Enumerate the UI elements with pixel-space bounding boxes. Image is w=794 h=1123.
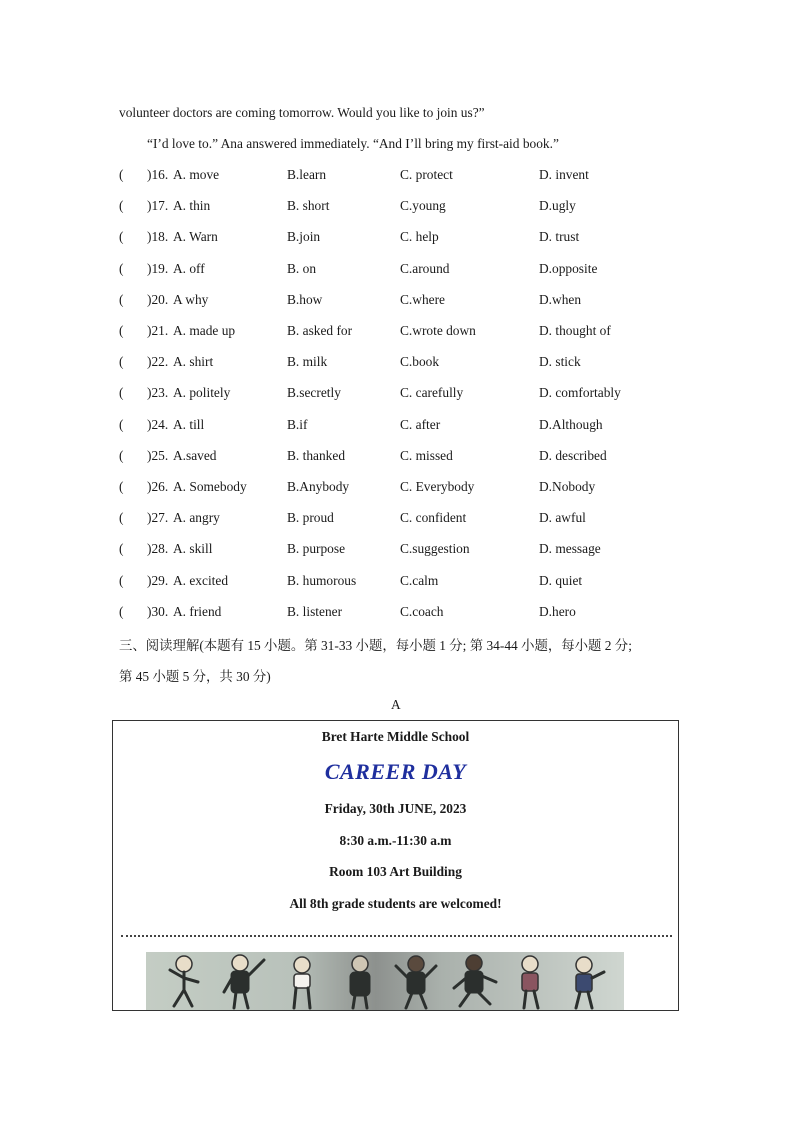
option-d: D. message xyxy=(539,541,601,556)
option-d: D. trust xyxy=(539,229,580,244)
option-d: D. thought of xyxy=(539,323,611,338)
question-number: )30. xyxy=(147,604,169,619)
answer-blank: ( xyxy=(119,323,124,338)
answer-blank: ( xyxy=(119,541,124,556)
person-figure xyxy=(454,955,496,1006)
answer-blank: ( xyxy=(119,417,124,432)
option-a: A. skill xyxy=(173,541,213,556)
question-row xyxy=(119,292,759,312)
option-a: A why xyxy=(173,292,209,307)
answer-blank: ( xyxy=(119,292,124,307)
question-number: )28. xyxy=(147,541,169,556)
option-b: B.join xyxy=(287,229,321,244)
passage-line-1: volunteer doctors are coming tomorrow. Would you like to join us?” xyxy=(119,105,485,120)
option-a: A. thin xyxy=(173,198,211,213)
option-d: D.ugly xyxy=(539,198,576,213)
option-b: B. short xyxy=(287,198,330,213)
option-c: C.calm xyxy=(400,573,439,588)
answer-blank: ( xyxy=(119,198,124,213)
answer-blank: ( xyxy=(119,573,124,588)
option-a: A. excited xyxy=(173,573,229,588)
option-b: B. thanked xyxy=(287,448,346,463)
option-c: C. Everybody xyxy=(400,479,475,494)
answer-blank: ( xyxy=(119,448,124,463)
option-a: A.saved xyxy=(173,448,217,463)
question-row xyxy=(119,229,759,249)
person-figure xyxy=(170,956,198,1006)
person-figure xyxy=(351,956,369,1008)
question-row xyxy=(119,510,759,530)
person-figure xyxy=(576,957,604,1008)
option-d: D.when xyxy=(539,292,582,307)
option-b: B. purpose xyxy=(287,541,346,556)
option-c: C. protect xyxy=(400,167,453,182)
option-d: D.Nobody xyxy=(539,479,596,494)
passage-line-2: “I’d love to.” Ana answered immediately. “And I’ll bring my first-aid book.” xyxy=(147,136,559,151)
question-row xyxy=(119,604,759,624)
option-b: B. proud xyxy=(287,510,334,525)
option-b: B.learn xyxy=(287,167,327,182)
question-number: )22. xyxy=(147,354,169,369)
poster-time: 8:30 a.m.-11:30 a.m xyxy=(339,833,452,848)
option-c: C. missed xyxy=(400,448,453,463)
question-row xyxy=(119,479,759,499)
option-a: A. till xyxy=(173,417,205,432)
question-row xyxy=(119,167,759,187)
people-illustration xyxy=(146,952,624,1010)
question-row xyxy=(119,385,759,405)
option-d: D. quiet xyxy=(539,573,583,588)
question-row xyxy=(119,323,759,343)
poster-title: CAREER DAY xyxy=(324,759,467,784)
option-d: D. awful xyxy=(539,510,586,525)
option-b: B. on xyxy=(287,261,317,276)
answer-blank: ( xyxy=(119,261,124,276)
option-c: C.coach xyxy=(400,604,444,619)
question-number: )17. xyxy=(147,198,169,213)
option-a: A. Warn xyxy=(173,229,218,244)
answer-blank: ( xyxy=(119,385,124,400)
option-d: D.hero xyxy=(539,604,576,619)
option-c: C. help xyxy=(400,229,439,244)
person-figure xyxy=(224,955,264,1008)
question-row xyxy=(119,354,759,374)
question-number: )18. xyxy=(147,229,169,244)
option-b: B.secretly xyxy=(287,385,341,400)
option-b: B.if xyxy=(287,417,308,432)
option-b: B. humorous xyxy=(287,573,357,588)
question-row xyxy=(119,417,759,437)
option-a: A. shirt xyxy=(173,354,214,369)
person-figure xyxy=(522,956,538,1008)
option-d: D. described xyxy=(539,448,607,463)
option-c: C. after xyxy=(400,417,441,432)
option-c: C.wrote down xyxy=(400,323,476,338)
option-d: D.Although xyxy=(539,417,603,432)
answer-blank: ( xyxy=(119,354,124,369)
answer-blank: ( xyxy=(119,604,124,619)
poster-school-name: Bret Harte Middle School xyxy=(321,729,470,744)
question-number: )29. xyxy=(147,573,169,588)
question-number: )19. xyxy=(147,261,169,276)
poster-date: Friday, 30th JUNE, 2023 xyxy=(324,801,467,816)
answer-blank: ( xyxy=(119,229,124,244)
option-c: C. carefully xyxy=(400,385,464,400)
option-a: A. friend xyxy=(173,604,222,619)
option-d: D.opposite xyxy=(539,261,598,276)
question-number: )26. xyxy=(147,479,169,494)
option-c: C.around xyxy=(400,261,450,276)
question-number: )25. xyxy=(147,448,169,463)
section-heading-continued: 第 45 小题 5 分，共 30 分) xyxy=(119,669,271,684)
option-c: C.where xyxy=(400,292,445,307)
poster-invitation: All 8th grade students are welcomed! xyxy=(289,896,502,911)
question-number: )20. xyxy=(147,292,169,307)
question-number: )23. xyxy=(147,385,169,400)
answer-blank: ( xyxy=(119,479,124,494)
person-figure xyxy=(396,956,436,1008)
option-a: A. off xyxy=(173,261,205,276)
passage-label: A xyxy=(391,697,401,712)
option-b: B.Anybody xyxy=(287,479,350,494)
section-heading: 三、阅读理解(本题有 15 小题。第 31-33 小题，每小题 1 分; 第 34-44 小题，每小题 2 分; xyxy=(119,638,632,653)
question-number: )27. xyxy=(147,510,169,525)
question-row xyxy=(119,448,759,468)
answer-blank: ( xyxy=(119,167,124,182)
option-c: C.suggestion xyxy=(400,541,470,556)
option-b: B. asked for xyxy=(287,323,353,338)
question-row xyxy=(119,198,759,218)
option-b: B. milk xyxy=(287,354,328,369)
option-d: D. stick xyxy=(539,354,581,369)
option-a: A. Somebody xyxy=(173,479,247,494)
option-a: A. angry xyxy=(173,510,220,525)
option-c: C.young xyxy=(400,198,446,213)
option-a: A. move xyxy=(173,167,220,182)
question-row xyxy=(119,541,759,561)
question-number: )16. xyxy=(147,167,169,182)
option-c: C.book xyxy=(400,354,440,369)
option-b: B.how xyxy=(287,292,323,307)
question-row xyxy=(119,261,759,281)
option-a: A. politely xyxy=(173,385,231,400)
person-figure xyxy=(294,957,310,1008)
question-row xyxy=(119,573,759,593)
answer-blank: ( xyxy=(119,510,124,525)
question-number: )24. xyxy=(147,417,169,432)
question-number: )21. xyxy=(147,323,169,338)
dotted-divider xyxy=(121,935,672,937)
option-b: B. listener xyxy=(287,604,343,619)
career-day-poster xyxy=(112,720,679,1011)
option-c: C. confident xyxy=(400,510,467,525)
option-d: D. comfortably xyxy=(539,385,621,400)
option-a: A. made up xyxy=(173,323,236,338)
option-d: D. invent xyxy=(539,167,589,182)
poster-location: Room 103 Art Building xyxy=(329,864,462,879)
